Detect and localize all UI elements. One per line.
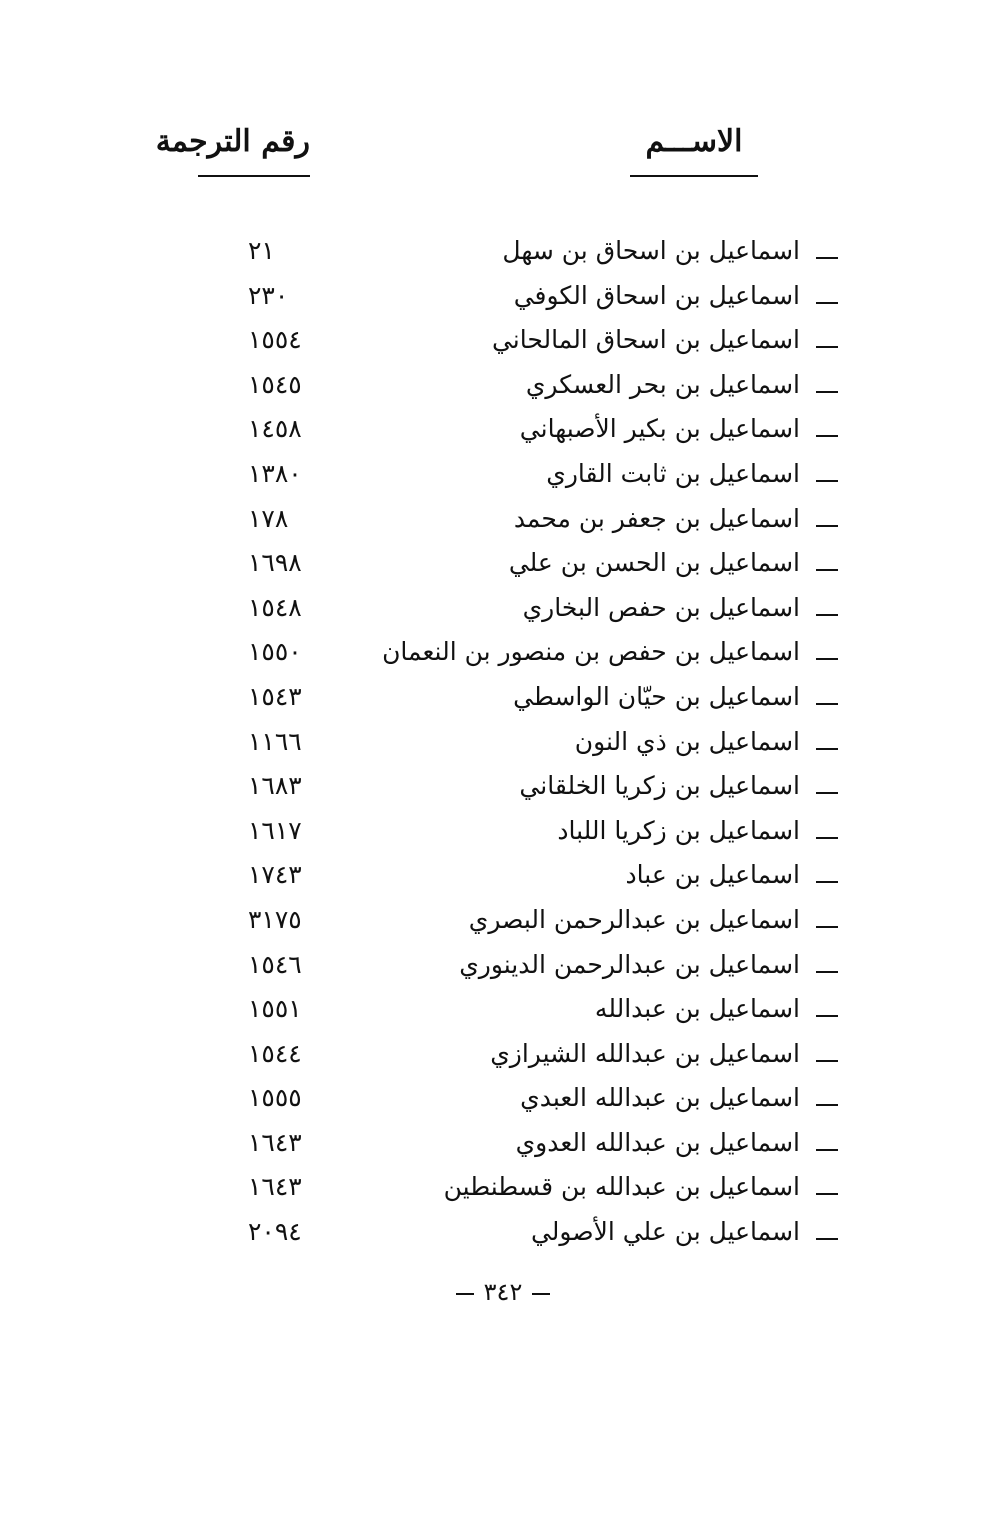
index-entry: [0, 898, 1006, 943]
entry-number: ١٥٥٤: [248, 325, 302, 355]
footer-dash-left: [456, 1293, 474, 1295]
number-column-title: رقم الترجمة: [155, 124, 310, 159]
entry-dash: [816, 1060, 838, 1062]
entry-dash: [816, 1015, 838, 1017]
entry-dash: [816, 435, 838, 437]
entry-number: ١٧٨: [248, 503, 289, 533]
entry-number: ١٥٤٥: [248, 369, 302, 399]
entry-number: ١٥٤٤: [248, 1038, 302, 1068]
entry-dash: [816, 1193, 838, 1195]
entry-name: اسماعيل بن عبدالرحمن البصري: [468, 904, 800, 934]
entry-dash: [816, 1238, 838, 1240]
entry-dash: [816, 926, 838, 928]
entry-name: اسماعيل بن حفص البخاري: [522, 592, 800, 622]
entry-name: اسماعيل بن عباد: [625, 860, 800, 890]
entry-name: اسماعيل بن اسحاق الكوفي: [513, 280, 800, 310]
index-entry: [0, 497, 1006, 542]
index-entry: [0, 586, 1006, 631]
index-entry: [0, 764, 1006, 809]
index-entry: [0, 1121, 1006, 1166]
name-column-title: الاســـم: [645, 124, 743, 159]
entry-dash: [816, 525, 838, 527]
entry-dash: [816, 1149, 838, 1151]
entry-name: اسماعيل بن عبدالله بن قسطنطين: [443, 1172, 800, 1202]
entry-number: ١٥٤٨: [248, 592, 302, 622]
entry-dash: [816, 480, 838, 482]
page-number: ٣٤٢: [483, 1278, 523, 1306]
index-entry: [0, 452, 1006, 497]
entry-number: ٢١: [248, 236, 275, 265]
entry-dash: [816, 1104, 838, 1106]
index-entry: [0, 229, 1006, 274]
entry-name: اسماعيل بن عبدالله العدوي: [515, 1127, 800, 1157]
footer-dash-right: [532, 1293, 550, 1295]
entry-name: اسماعيل بن حفص بن منصور بن النعمان: [382, 637, 800, 667]
entry-name: اسماعيل بن عبدالرحمن الدينوري: [459, 949, 800, 979]
index-entry: [0, 1032, 1006, 1077]
entry-name: اسماعيل بن جعفر بن محمد: [513, 503, 800, 533]
index-entry: [0, 407, 1006, 452]
entry-number: ١٥٤٦: [248, 949, 302, 979]
entry-number: ١٦١٧: [248, 815, 302, 845]
page-footer: [0, 1278, 1006, 1306]
index-entry: [0, 987, 1006, 1032]
entry-number: ٣١٧٥: [248, 904, 302, 934]
entry-dash: [816, 346, 838, 348]
index-entry: [0, 363, 1006, 408]
entry-dash: [816, 614, 838, 616]
entry-number: ١٦٩٨: [248, 548, 302, 578]
entry-number: ١٧٤٣: [248, 860, 302, 890]
entry-number: ١٥٥٠: [248, 637, 302, 667]
entry-number: ١١٦٦: [248, 726, 302, 756]
index-entry: [0, 1076, 1006, 1121]
index-entry: [0, 809, 1006, 854]
index-entry: [0, 274, 1006, 319]
index-entry: [0, 720, 1006, 765]
entry-name: اسماعيل بن اسحاق بن سهل: [502, 236, 800, 265]
index-entry: [0, 675, 1006, 720]
entry-dash: [816, 569, 838, 571]
entry-name: اسماعيل بن زكريا اللباد: [557, 815, 800, 845]
entry-number: ١٦٤٣: [248, 1127, 302, 1157]
number-column-header: [155, 124, 310, 177]
entry-name: اسماعيل بن علي الأصولي: [530, 1217, 800, 1247]
entry-dash: [816, 971, 838, 973]
entry-name: اسماعيل بن ذي النون: [574, 726, 800, 756]
entry-number: ١٦٨٣: [248, 771, 302, 801]
entry-number: ١٥٥١: [248, 994, 302, 1024]
entry-dash: [816, 257, 838, 259]
entry-dash: [816, 792, 838, 794]
entry-name: اسماعيل بن الحسن بن علي: [508, 548, 800, 578]
index-entry: [0, 1165, 1006, 1210]
index-entry-list: [0, 229, 1006, 1255]
entry-number: ١٥٤٣: [248, 681, 302, 711]
entry-dash: [816, 391, 838, 393]
entry-name: اسماعيل بن اسحاق المالحاني: [491, 325, 800, 355]
entry-number: ١٤٥٨: [248, 414, 302, 444]
entry-name: اسماعيل بن زكريا الخلقاني: [519, 771, 800, 801]
index-entry: [0, 1210, 1006, 1255]
entry-dash: [816, 881, 838, 883]
entry-name: اسماعيل بن بكير الأصبهاني: [519, 414, 800, 444]
entry-name: اسماعيل بن حيّان الواسطي: [513, 681, 800, 711]
entry-number: ١٥٥٥: [248, 1083, 302, 1113]
index-entry: [0, 853, 1006, 898]
entry-name: اسماعيل بن عبدالله: [594, 994, 800, 1024]
entry-name: اسماعيل بن بحر العسكري: [525, 369, 800, 399]
entry-name: اسماعيل بن ثابت القاري: [546, 458, 800, 488]
name-column-underline: [630, 175, 758, 177]
index-entry: [0, 541, 1006, 586]
index-entry: [0, 630, 1006, 675]
entry-name: اسماعيل بن عبدالله الشيرازي: [490, 1038, 800, 1068]
number-column-underline: [198, 175, 310, 177]
entry-number: ١٦٤٣: [248, 1172, 302, 1202]
entry-dash: [816, 703, 838, 705]
entry-number: ٢٠٩٤: [248, 1217, 302, 1247]
entry-dash: [816, 748, 838, 750]
entry-name: اسماعيل بن عبدالله العبدي: [520, 1083, 800, 1113]
name-column-header: [630, 124, 758, 177]
entry-dash: [816, 302, 838, 304]
entry-dash: [816, 658, 838, 660]
index-entry: [0, 943, 1006, 988]
entry-dash: [816, 837, 838, 839]
index-entry: [0, 318, 1006, 363]
entry-number: ٢٣٠: [248, 280, 289, 310]
entry-number: ١٣٨٠: [248, 458, 302, 488]
